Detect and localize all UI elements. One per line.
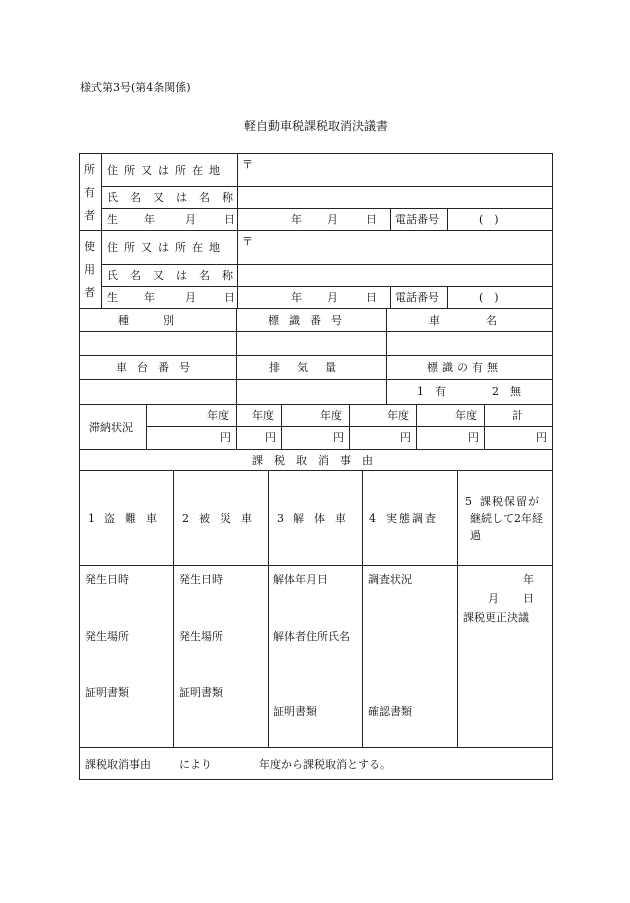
owner-birth-label: 年 [144,213,155,226]
owner-postal-mark: 〒 [242,158,253,171]
section-divider [79,404,553,405]
owner-birth-label: 日 [224,213,235,226]
user-date-label: 年 [291,291,302,304]
reason-divider [173,470,174,747]
owner-birth-label: 月 [185,213,196,226]
arrears-divider [281,404,282,449]
detail-label: 発生場所 [85,630,129,643]
section-divider [79,747,553,748]
plate-no-option: 2 無 [492,385,521,398]
detail-label: 発生日時 [85,573,129,586]
owner-date-label: 月 [327,213,338,226]
section-divider [79,308,553,309]
arrears-year-header: 年度 [320,409,342,422]
user-side-char: 用 [84,263,95,276]
plate-yes-option: 1 有 [417,385,446,398]
user-phone-label: 電話番号 [395,291,439,304]
arrears-year-header: 年度 [252,409,274,422]
owner-address-label: 住所又は所在地 [107,164,226,177]
row-divider [79,470,553,471]
user-birth-label: 生 [107,291,118,304]
reason-option-theft: 盗難車 [104,512,167,525]
arrears-divider [349,404,350,449]
plate-number-header: 標識番号 [268,314,352,327]
user-date-label: 月 [327,291,338,304]
plate-presence-header: 標識の有無 [427,361,502,374]
form-number: 様式第3号(第4条関係) [80,81,191,94]
reason-divider [268,470,269,747]
detail-label: 証明書類 [85,686,129,699]
user-birth-label: 年 [144,291,155,304]
reason-option-deferral-line2: 継続して2年経 [470,512,543,525]
owner-date-label: 年 [291,213,302,226]
chassis-number-header: 車台番号 [116,361,200,374]
reason-divider [457,470,458,747]
user-side-char: 者 [84,286,95,299]
vehicle-divider [386,308,387,404]
user-birth-label: 日 [224,291,235,304]
user-phone-parens: ( ) [479,291,499,304]
reason-option-survey: 実態調査 [386,512,438,525]
detail-month: 月 [488,592,499,605]
displacement-header: 排 気 量 [269,361,339,374]
owner-phone-parens: ( ) [479,213,499,226]
reason-option-disaster: 被災車 [199,512,262,525]
reason-option-deferral: 課税保留が [480,495,540,508]
section-divider [79,230,553,231]
section-divider [79,449,553,450]
reason-heading: 課税取消事由 [252,454,384,467]
detail-label: 課税更正決議 [463,611,529,624]
row-divider [101,286,552,287]
arrears-yen: 円 [333,431,344,444]
footer-conclusion: 年度から課税取消とする。 [259,758,391,771]
reason-option-number: 2 [182,512,189,525]
table-border-bottom [79,779,553,780]
user-address-label: 住所又は所在地 [107,241,226,254]
footer-reason-label: 課税取消事由 [85,758,151,771]
owner-side-char: 所 [84,163,95,176]
document-title: 軽自動車税課税取消決議書 [244,119,389,133]
vehicle-name-header: 車 名 [429,314,505,327]
owner-side-char: 有 [84,186,95,199]
detail-label: 調査状況 [368,573,412,586]
user-date-label: 日 [366,291,377,304]
row-divider [79,379,553,380]
detail-label: 解体年月日 [273,573,328,586]
arrears-divider [484,404,485,449]
arrears-divider [236,404,237,449]
reason-option-number: 4 [369,512,376,525]
phone-divider [390,208,391,230]
phone-divider [447,286,448,308]
phone-divider [447,208,448,230]
detail-year: 年 [523,573,534,586]
arrears-label: 滞納状況 [89,421,133,434]
detail-day: 日 [523,592,534,605]
table-border-top [79,153,553,154]
detail-label: 解体者住所氏名 [273,630,350,643]
owner-phone-label: 電話番号 [395,213,439,226]
reason-option-deferral-line3: 過 [470,529,481,542]
detail-label: 証明書類 [273,705,317,718]
arrears-yen: 円 [536,431,547,444]
row-divider [79,565,553,566]
reason-option-number: 1 [88,512,95,525]
detail-label: 発生場所 [179,630,223,643]
owner-date-label: 日 [366,213,377,226]
arrears-year-header: 年度 [387,409,409,422]
arrears-year-header: 年度 [455,409,477,422]
phone-divider [390,286,391,308]
user-birth-label: 月 [185,291,196,304]
vehicle-divider [236,308,237,404]
reason-option-number: 3 [277,512,284,525]
arrears-yen: 円 [220,431,231,444]
row-divider [101,208,552,209]
footer-by: により [179,758,212,771]
user-side-char: 使 [84,240,95,253]
vehicle-type-header: 種 別 [118,314,178,327]
table-border-left [79,153,80,780]
arrears-total-header: 計 [512,409,523,422]
detail-label: 確認書類 [368,705,412,718]
arrears-yen: 円 [468,431,479,444]
row-divider [101,264,552,265]
owner-side-char: 者 [84,209,95,222]
row-divider [79,331,553,332]
user-name-label: 氏名又は名称 [107,269,245,282]
reason-option-number: 5 [465,495,472,508]
table-border-right [552,153,553,780]
arrears-yen: 円 [265,431,276,444]
detail-label: 発生日時 [179,573,223,586]
user-postal-mark: 〒 [242,235,253,248]
row-divider [101,186,552,187]
owner-name-label: 氏名又は名称 [107,191,245,204]
arrears-year-header: 年度 [207,409,229,422]
owner-birth-label: 生 [107,213,118,226]
reason-option-scrapped: 解体車 [293,512,356,525]
arrears-divider [416,404,417,449]
reason-divider [362,470,363,747]
row-divider [79,355,553,356]
detail-label: 証明書類 [179,686,223,699]
arrears-yen: 円 [400,431,411,444]
